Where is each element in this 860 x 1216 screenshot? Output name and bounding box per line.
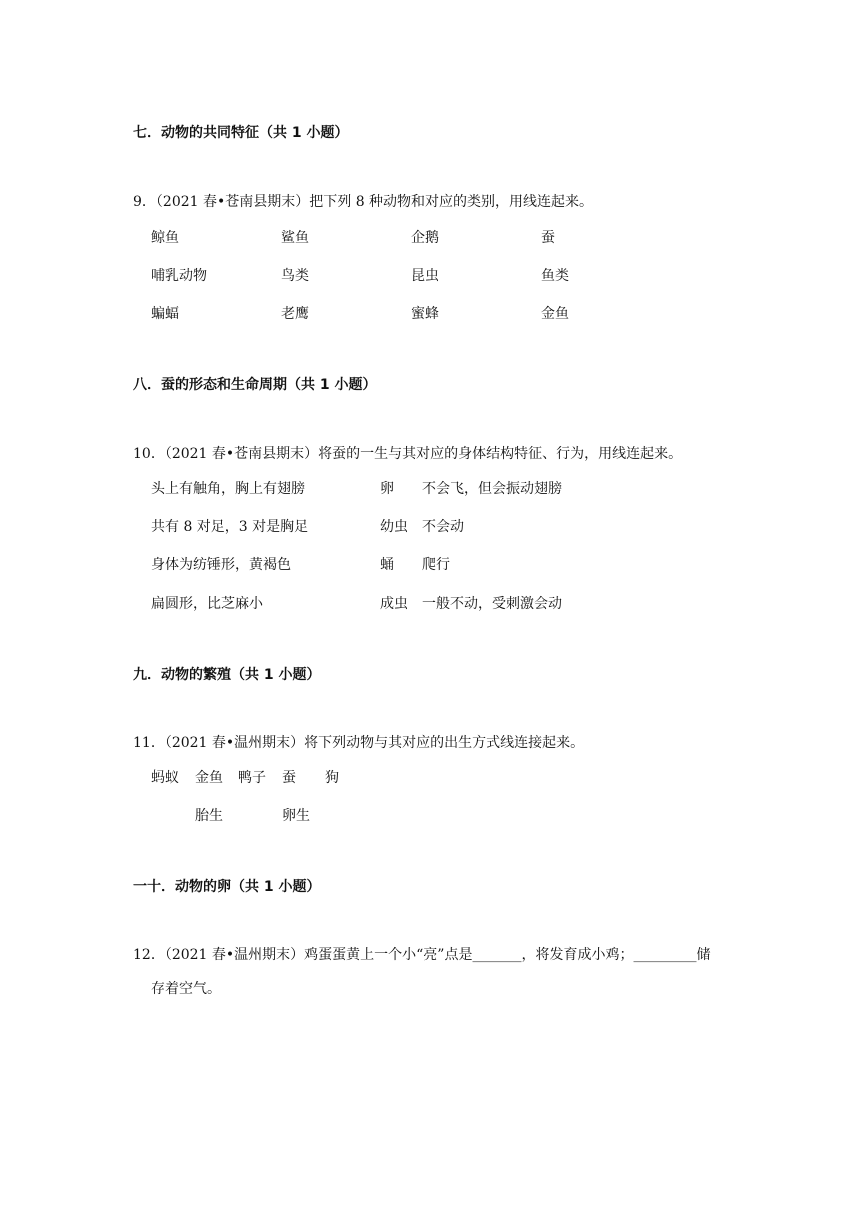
question-12-line1: 12．（2021 春•温州期末）鸡蛋蛋黄上一个小“亮”点是_______，将发育成小鸡；_________储 [133,947,711,963]
q10-feature: 扁圆形，比芝麻小 [151,596,263,612]
question-9-text: 9．（2021 春•苍南县期末）把下列 8 种动物和对应的类别，用线连起来。 [133,194,594,210]
q11-animal: 鸭子 [238,770,266,786]
q9-category: 鱼类 [541,268,569,284]
q10-behavior: 一般不动，受刺激会动 [422,596,562,612]
q11-animal: 金鱼 [195,770,223,786]
question-12-line2: 存着空气。 [151,981,221,997]
q10-feature: 共有 8 对足，3 对是胸足 [151,519,309,535]
section-heading-8: 八．蚕的形态和生命周期（共 1 小题） [133,377,377,393]
question-10-text: 10．（2021 春•苍南县期末）将蚕的一生与其对应的身体结构特征、行为，用线连起来。 [133,446,683,462]
q9-item: 蜜蜂 [411,306,439,322]
q9-item: 鲨鱼 [281,230,309,246]
q9-item: 企鹅 [411,230,439,246]
q9-category: 鸟类 [281,268,309,284]
q9-item: 鲸鱼 [151,230,179,246]
section-heading-9: 九．动物的繁殖（共 1 小题） [133,667,321,683]
q9-item: 蝙蝠 [151,306,179,322]
section-heading-10: 一十．动物的卵（共 1 小题） [133,879,321,895]
q9-item: 金鱼 [541,306,569,322]
q10-behavior: 不会动 [422,519,464,535]
q10-stage: 幼虫 [380,519,408,535]
q10-feature: 头上有触角，胸上有翅膀 [151,481,305,497]
q10-stage: 卵 [380,481,394,497]
q11-method: 胎生 [195,808,223,824]
q9-item: 蚕 [541,230,555,246]
q9-category: 昆虫 [411,268,439,284]
section-heading-7: 七．动物的共同特征（共 1 小题） [133,125,349,141]
q11-animal: 狗 [325,770,339,786]
q9-category: 哺乳动物 [151,268,207,284]
q10-stage: 成虫 [380,596,408,612]
q11-animal: 蚕 [282,770,296,786]
q10-behavior: 爬行 [422,557,450,573]
q10-stage: 蛹 [380,557,394,573]
question-11-text: 11．（2021 春•温州期末）将下列动物与其对应的出生方式线连接起来。 [133,735,585,751]
q9-item: 老鹰 [281,306,309,322]
q11-animal: 蚂蚁 [151,770,179,786]
q10-feature: 身体为纺锤形，黄褐色 [151,557,291,573]
q10-behavior: 不会飞，但会振动翅膀 [422,481,562,497]
q11-method: 卵生 [282,808,310,824]
